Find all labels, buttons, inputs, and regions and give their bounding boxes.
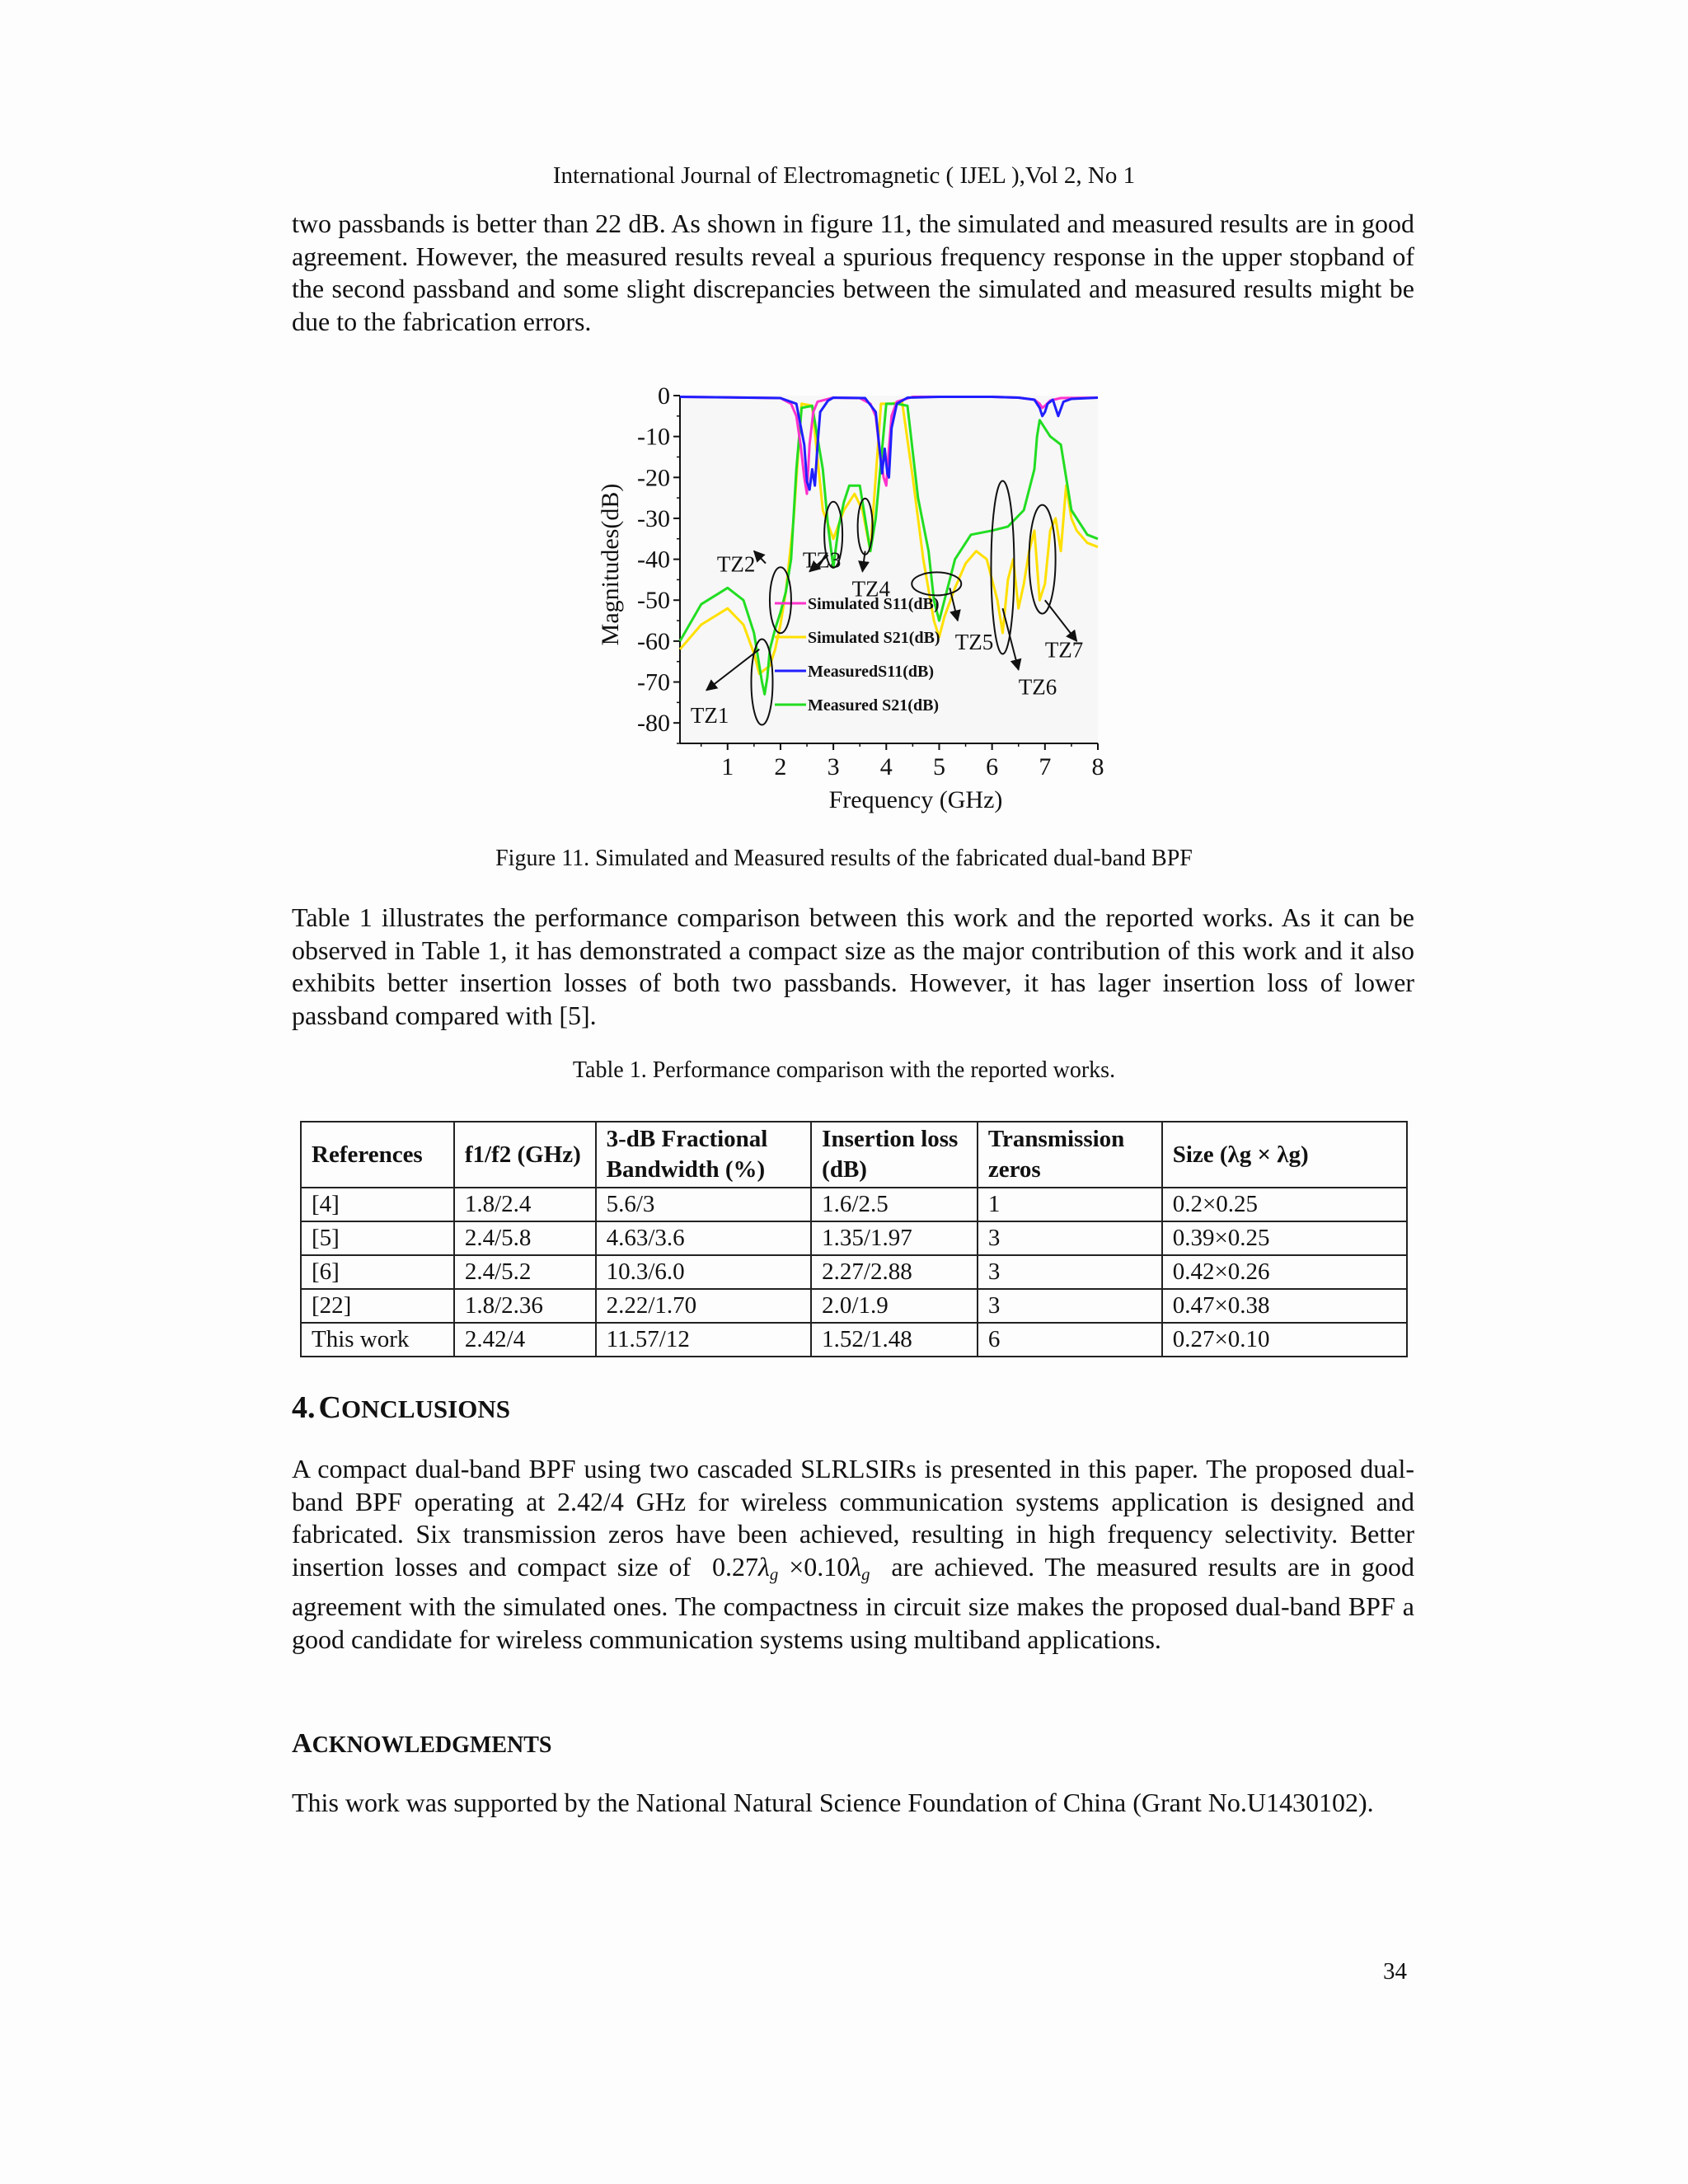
x-tick-label: 7 [1039, 753, 1052, 780]
figure-caption: Figure 11. Simulated and Measured results of the fabricated dual-band BPF [495, 846, 1193, 871]
table-cell: 1.8/2.4 [454, 1188, 596, 1221]
y-tick-label: -20 [637, 464, 670, 492]
paragraph-results: two passbands is better than 22 dB. As shown in figure 11, the simulated and measured results are in good agreement. However, the measured results reveal a spurious frequency response in the upper stopband of the second passband and some slight discrepancies between the simulated and measured results might be due to the fabrication errors. [292, 209, 1414, 336]
legend-label: Simulated S21(dB) [808, 629, 940, 647]
paragraph-comparison: Table 1 illustrates the performance comparison between this work and the reported works. As it can be observed in Table 1, it has demonstrated a compact size as the major contribution of this work and it also exhibits better insertion losses of both two passbands. However, it has lager insertion loss of lower passband compared with [5]. [292, 902, 1414, 1030]
paragraph-conclusions: A compact dual-band BPF using two cascaded SLRLSIRs is presented in this paper. The proposed dual-band BPF operating at 2.42/4 GHz for wireless communication systems application is designed and fabricated. Six transmission zeros have been achieved, resulting in high frequency selectivity. Better insertion losses and compact size of $0.27\lambda_g \times 0.10\lambda_g$ are achieved. The measured results are in good agreement with the simulated ones. The compactness in circuit size makes the proposed dual-band BPF a good candidate for wireless communication systems using multiband applications. [292, 1454, 1414, 1654]
table-header-cell: Insertion loss (dB) [811, 1122, 978, 1188]
legend-label: Measured S21(dB) [808, 696, 940, 715]
table-cell: 2.4/5.8 [454, 1221, 596, 1255]
table-cell: 6 [978, 1323, 1162, 1357]
table-header-cell: References [301, 1122, 454, 1188]
tz-label: TZ4 [851, 576, 891, 602]
table-cell: 0.42×0.26 [1162, 1255, 1407, 1289]
x-tick-label: 2 [774, 753, 787, 780]
table-cell: 3 [978, 1221, 1162, 1255]
table-row [301, 1289, 1407, 1323]
y-tick-label: -40 [637, 546, 670, 574]
table-row [301, 1188, 1407, 1221]
chart-y-axis-label: Magnitudes(dB) [597, 483, 624, 646]
legend-label: MeasuredS11(dB) [808, 663, 934, 681]
table-cell: 1.35/1.97 [811, 1221, 978, 1255]
table-cell: [4] [301, 1188, 454, 1221]
tz-label: TZ2 [716, 551, 756, 577]
table-row [301, 1255, 1407, 1289]
table-cell: 1.52/1.48 [811, 1323, 978, 1357]
table-cell: 2.0/1.9 [811, 1289, 978, 1323]
y-tick-label: 0 [658, 382, 670, 410]
table-cell: 1.6/2.5 [811, 1188, 978, 1221]
x-tick-label: 5 [932, 753, 945, 780]
running-header: International Journal of Electromagnetic ( IJEL ),Vol 2, No 1 [552, 162, 1136, 189]
table-caption: Table 1. Performance comparison with the reported works. [572, 1057, 1116, 1083]
table-cell: 2.22/1.70 [596, 1289, 812, 1323]
table-header-cell: f1/f2 (GHz) [454, 1122, 596, 1188]
table-cell: 0.39×0.25 [1162, 1221, 1407, 1255]
size-formula: $0.27\lambda_g \times 0.10\lambda_g$ [712, 1551, 870, 1584]
y-tick-label: -80 [637, 710, 670, 738]
table-cell: 1.8/2.36 [454, 1289, 596, 1323]
page-number: 34 [1383, 1958, 1407, 1985]
x-tick-label: 6 [986, 753, 999, 780]
table-cell: 11.57/12 [596, 1323, 812, 1357]
legend-label: Simulated S11(dB) [808, 595, 940, 613]
tz-label: TZ5 [954, 629, 994, 654]
table-cell: 0.2×0.25 [1162, 1188, 1407, 1221]
y-tick-label: -30 [637, 504, 670, 532]
tz-label: TZ6 [1018, 674, 1057, 700]
table-row [301, 1323, 1407, 1357]
table-cell: 3 [978, 1255, 1162, 1289]
x-tick-label: 4 [879, 753, 893, 780]
x-tick-label: 1 [721, 753, 734, 780]
x-tick-label: 3 [827, 753, 840, 780]
table-cell: 4.63/3.6 [596, 1221, 812, 1255]
table-header-cell: Size (λg × λg) [1162, 1122, 1407, 1188]
table-cell: 3 [978, 1289, 1162, 1323]
table-cell: 0.27×0.10 [1162, 1323, 1407, 1357]
y-tick-label: -70 [637, 668, 670, 696]
table-cell: 10.3/6.0 [596, 1255, 812, 1289]
table-cell: 5.6/3 [596, 1188, 812, 1221]
table-cell: 2.27/2.88 [811, 1255, 978, 1289]
section-heading-acknowledgments: ACKNOWLEDGMENTS [292, 1728, 552, 1759]
performance-table [300, 1121, 1408, 1357]
table-cell: [5] [301, 1221, 454, 1255]
paragraph-acknowledgments: This work was supported by the National Natural Science Foundation of China (Grant No.U1430102). [292, 1788, 1374, 1817]
chart-x-axis-label: Frequency (GHz) [828, 786, 1003, 813]
section-heading-conclusions: 4. CONCLUSIONS [292, 1390, 510, 1425]
table-cell: 1 [978, 1188, 1162, 1221]
figure-11-chart [577, 363, 1154, 832]
table-header-row [301, 1122, 1407, 1188]
tz-label: TZ1 [690, 703, 729, 729]
x-tick-label: 8 [1091, 753, 1104, 780]
table-cell: 0.47×0.38 [1162, 1289, 1407, 1323]
table-cell: 2.4/5.2 [454, 1255, 596, 1289]
tz-label: TZ3 [802, 547, 842, 573]
table-cell: [6] [301, 1255, 454, 1289]
y-tick-label: -60 [637, 627, 670, 655]
table-row [301, 1221, 1407, 1255]
table-header-cell: Transmission zeros [978, 1122, 1162, 1188]
tz-label: TZ7 [1044, 637, 1084, 663]
y-tick-label: -10 [637, 423, 670, 451]
table-cell: [22] [301, 1289, 454, 1323]
table-header-cell: 3-dB Fractional Bandwidth (%) [596, 1122, 812, 1188]
table-cell: 2.42/4 [454, 1323, 596, 1357]
y-tick-label: -50 [637, 587, 670, 615]
table-cell: This work [301, 1323, 454, 1357]
